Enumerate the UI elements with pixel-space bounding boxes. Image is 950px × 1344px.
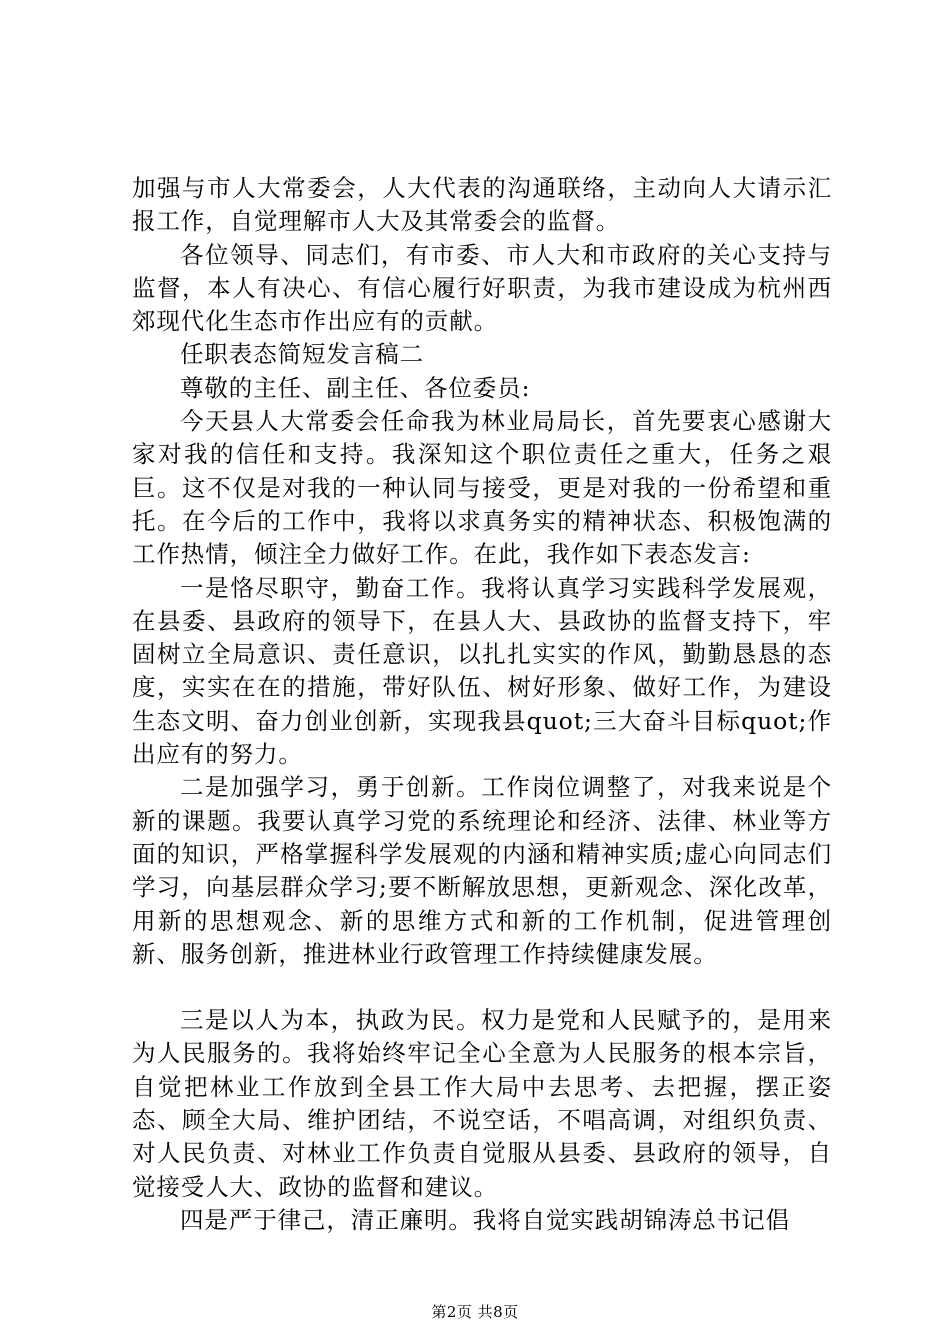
paragraph-point-4: 四是严于律己，清正廉明。我将自觉实践胡锦涛总书记倡 (180, 1205, 790, 1234)
page-number: 第2页 共8页 (431, 1303, 519, 1321)
section-heading: 任职表态简短发言稿二 (180, 340, 424, 369)
paragraph-intro: 今天县人大常委会任命我为林业局局长，首先要衷心感谢大家对我的信任和支持。我深知这个职位责任之重大，任务之艰巨。这不仅是对我的一种认同与接受，更是对我的一份希望和重托。在今后的工作中，我将以求真务实的精神状态、积极饱满的工作热情，倾注全力做好工作。在此，我作如下表态发言: (132, 407, 832, 569)
paragraph-1: 加强与市人大常委会，人大代表的沟通联络，主动向人大请示汇报工作，自觉理解市人大及其常委会的监督。 (132, 174, 832, 236)
paragraph-point-2: 二是加强学习，勇于创新。工作岗位调整了，对我来说是个新的课题。我要认真学习党的系统理论和经济、法律、林业等方面的知识，严格掌握科学发展观的内涵和精神实质;虚心向同志们学习，向基层群众学习;要不断解放思想，更新观念、深化改革，用新的思想观念、新的思维方式和新的工作机制，促进管理创新、服务创新，推进林业行政管理工作持续健康发展。 (132, 773, 832, 968)
paragraph-2: 各位领导、同志们，有市委、市人大和市政府的关心支持与监督，本人有决心、有信心履行好职责，为我市建设成为杭州西郊现代化生态市作出应有的贡献。 (132, 240, 832, 336)
salutation: 尊敬的主任、副主任、各位委员: (180, 373, 531, 402)
paragraph-point-3: 三是以人为本，执政为民。权力是党和人民赋予的，是用来为人民服务的。我将始终牢记全心全意为人民服务的根本宗旨，自觉把林业工作放到全县工作大局中去思考、去把握，摆正姿态、顾全大局、维护团结，不说空话，不唱高调，对组织负责、对人民负责、对林业工作负责自觉服从县委、县政府的领导，自觉接受人大、政协的监督和建议。 (132, 1006, 832, 1201)
document-body (132, 172, 832, 1237)
paragraph-point-1: 一是恪尽职守，勤奋工作。我将认真学习实践科学发展观，在县委、县政府的领导下，在县人大、县政协的监督支持下，牢固树立全局意识、责任意识，以扎扎实实的作风，勤勤恳恳的态度，实实在在的措施，带好队伍、树好形象、做好工作，为建设生态文明、奋力创业创新，实现我县quot;三大奋斗目标quot;作出应有的努力。 (132, 573, 832, 769)
